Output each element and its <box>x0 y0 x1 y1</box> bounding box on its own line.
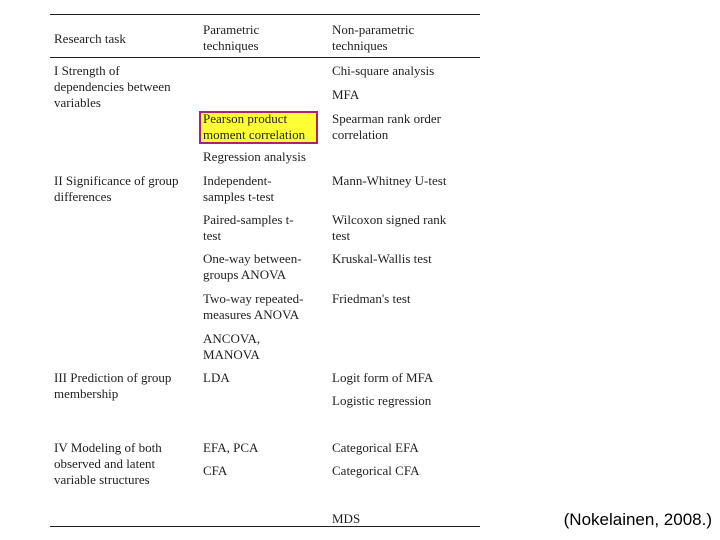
nonparametric-cell: Kruskal-Wallis test <box>332 251 432 266</box>
parametric-cell: LDA <box>203 370 230 385</box>
nonparametric-cell: Wilcoxon signed rank test <box>332 212 447 243</box>
citation: (Nokelainen, 2008.) <box>563 510 712 529</box>
parametric-cell: One-way between- groups ANOVA <box>203 251 302 282</box>
task-cell: IV Modeling of both observed and latent variable structures <box>54 440 162 487</box>
task-cell: I Strength of dependencies between variables <box>54 63 171 110</box>
header-research-task: Research task <box>54 31 126 46</box>
parametric-cell-highlighted: Pearson product moment correlation <box>203 111 306 142</box>
task-cell: III Prediction of group membership <box>54 370 172 401</box>
parametric-cell: Paired-samples t- test <box>203 212 294 243</box>
nonparametric-cell: MFA <box>332 87 360 102</box>
nonparametric-cell: Categorical EFA <box>332 440 419 455</box>
parametric-cell: ANCOVA, MANOVA <box>203 331 261 362</box>
nonparametric-cell: Chi-square analysis <box>332 63 435 78</box>
nonparametric-cell: MDS <box>332 511 361 526</box>
nonparametric-cell: Categorical CFA <box>332 463 420 478</box>
nonparametric-cell: Friedman's test <box>332 291 411 306</box>
nonparametric-cell: Mann-Whitney U-test <box>332 173 447 188</box>
parametric-cell: EFA, PCA <box>203 440 259 455</box>
nonparametric-cell: Logit form of MFA <box>332 370 434 385</box>
header-nonparametric: Non-parametric techniques <box>332 22 415 53</box>
table-bottom-rule <box>50 526 480 527</box>
table-header-rule <box>50 57 480 58</box>
parametric-cell: CFA <box>203 463 228 478</box>
parametric-cell: Regression analysis <box>203 149 306 164</box>
parametric-cell: Two-way repeated- measures ANOVA <box>203 291 304 322</box>
task-cell: II Significance of group differences <box>54 173 179 204</box>
header-parametric: Parametric techniques <box>203 22 260 53</box>
table-top-rule <box>50 14 480 15</box>
nonparametric-cell: Logistic regression <box>332 393 432 408</box>
nonparametric-cell: Spearman rank order correlation <box>332 111 442 142</box>
parametric-cell: Independent- samples t-test <box>203 173 275 204</box>
